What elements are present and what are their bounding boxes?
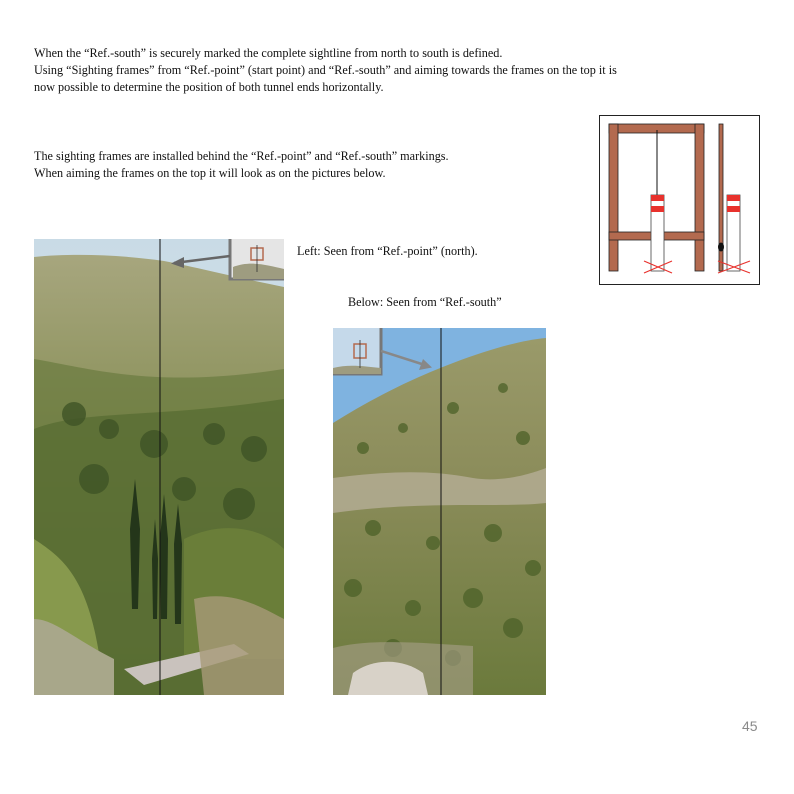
intro-line-1: When the “Ref.-south” is securely marked the complete sightline from north to south is defined. — [34, 46, 503, 60]
intro-line-2: Using “Sighting frames” from “Ref.-point” (start point) and “Ref.-south” and aiming towards the frames on the top it is — [34, 63, 617, 77]
frames-line-2: When aiming the frames on the top it will look as on the pictures below. — [34, 166, 386, 180]
caption-below: Below: Seen from “Ref.-south” — [348, 295, 502, 309]
frames-line-1: The sighting frames are installed behind the “Ref.-point” and “Ref.-south” markings. — [34, 149, 449, 163]
photo-from-ref-south — [333, 328, 546, 695]
intro-paragraph — [34, 45, 617, 96]
intro-line-3: now possible to determine the position of both tunnel ends horizontally. — [34, 80, 384, 94]
photo-from-ref-point — [34, 239, 284, 695]
page-number: 45 — [742, 718, 758, 734]
sighting-frame-diagram — [599, 115, 760, 285]
caption-left: Left: Seen from “Ref.-point” (north). — [297, 244, 478, 258]
frames-paragraph — [34, 148, 449, 182]
